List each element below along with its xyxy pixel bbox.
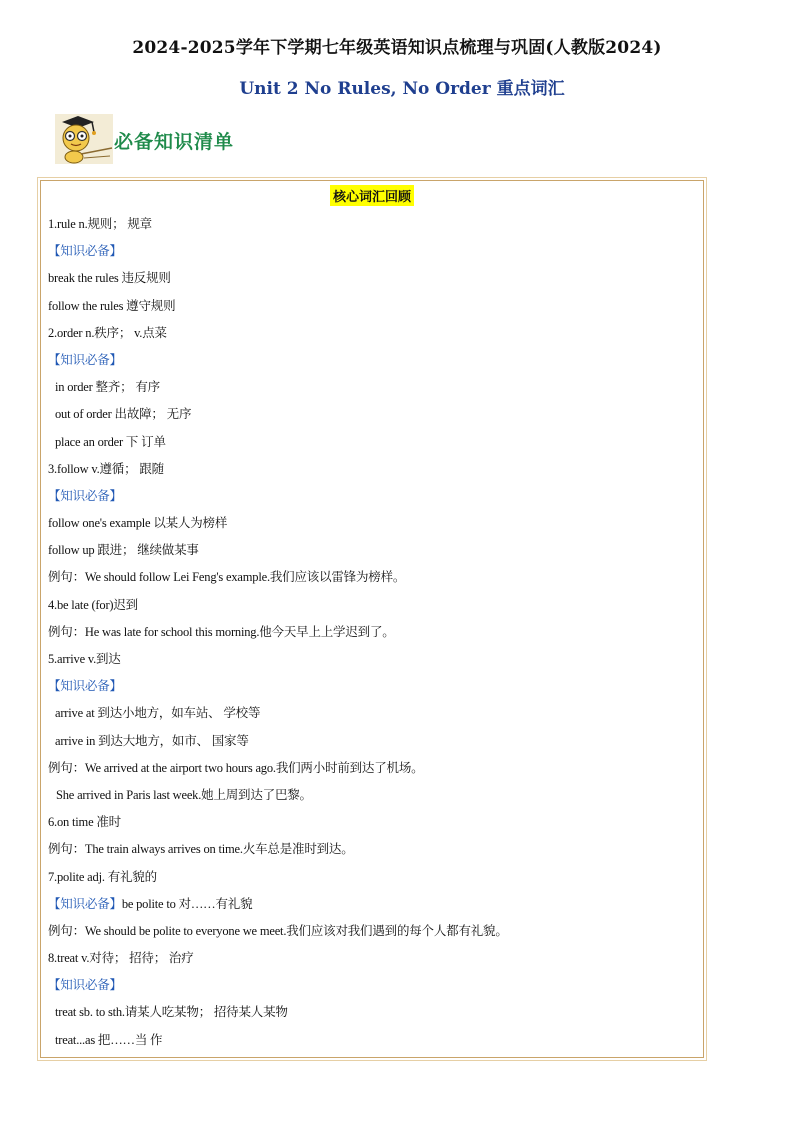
box-title: 核心词汇回顾 bbox=[330, 185, 414, 206]
example-sentence: 例句：The train always arrives on time.火车总是准时到达。 bbox=[48, 842, 354, 857]
knowledge-tag-line bbox=[48, 895, 697, 922]
vocab-line: place an order 下 订单 bbox=[55, 434, 166, 449]
knowledge-tag: 【知识必备】 bbox=[48, 977, 122, 993]
knowledge-tag: 【知识必备】 bbox=[48, 351, 122, 367]
vocab-line: in order 整齐； 有序 bbox=[55, 380, 160, 395]
vocab-line: follow the rules 遵守规则 bbox=[48, 298, 176, 313]
example-sentence: 例句：We should follow Lei Feng's example.我们应该以雷锋为榜样。 bbox=[48, 570, 406, 585]
example-sentence: 例句：We arrived at the airport two hours ago.我们两小时前到达了机场。 bbox=[48, 760, 424, 775]
vocab-line: 8.treat v.对待； 招待； 治疗 bbox=[48, 951, 194, 966]
vocab-list bbox=[48, 215, 697, 1058]
vocab-line: follow one's example 以某人为榜样 bbox=[48, 516, 228, 531]
unit-subtitle: Unit 2 No Rules, No Order 重点词汇 bbox=[239, 79, 565, 99]
vocab-line: 3.follow v.遵循； 跟随 bbox=[48, 461, 164, 476]
vocab-review-box bbox=[40, 180, 704, 1058]
vocab-line: 1.rule n.规则； 规章 bbox=[48, 217, 152, 231]
vocab-line-tail: be polite to 对……有礼貌 bbox=[121, 896, 253, 911]
vocab-line: arrive in 到达大地方，如市、 国家等 bbox=[55, 733, 249, 748]
knowledge-tag: 【知识必备】 bbox=[48, 243, 122, 259]
graduate-cartoon-icon bbox=[54, 112, 114, 166]
vocab-line: treat...as 把……当 作 bbox=[55, 1032, 163, 1047]
vocab-line: 4.be late (for)迟到 bbox=[48, 597, 138, 612]
example-sentence: She arrived in Paris last week.她上周到达了巴黎。 bbox=[56, 787, 312, 802]
example-sentence: 例句：He was late for school this morning.他今天早上上学迟到了。 bbox=[48, 624, 395, 639]
section-heading: 必备知识清单 bbox=[114, 131, 235, 153]
vocab-line: out of order 出故障； 无序 bbox=[55, 407, 192, 422]
vocab-line: follow up 跟进； 继续做某事 bbox=[48, 543, 199, 558]
vocab-line: break the rules 违反规则 bbox=[48, 271, 171, 286]
knowledge-tag: 【知识必备】 bbox=[48, 895, 122, 911]
vocab-line: arrive at 到达小地方，如车站、 学校等 bbox=[55, 706, 261, 721]
vocab-line: 7.polite adj. 有礼貌的 bbox=[48, 869, 157, 884]
knowledge-tag: 【知识必备】 bbox=[48, 678, 122, 694]
document-title: 2024-2025学年下学期七年级英语知识点梳理与巩固(人教版2024) bbox=[132, 38, 662, 58]
vocab-line: treat sb. to sth.请某人吃某物； 招待某人某物 bbox=[55, 1005, 288, 1020]
knowledge-tag: 【知识必备】 bbox=[48, 487, 122, 503]
vocab-line: 5.arrive v.到达 bbox=[48, 652, 121, 666]
example-sentence: 例句：We should be polite to everyone we meet.我们应该对我们遇到的每个人都有礼貌。 bbox=[48, 923, 508, 938]
vocab-line: 6.on time 准时 bbox=[48, 815, 121, 830]
vocab-line: 2.order n.秩序； v.点菜 bbox=[48, 325, 167, 340]
